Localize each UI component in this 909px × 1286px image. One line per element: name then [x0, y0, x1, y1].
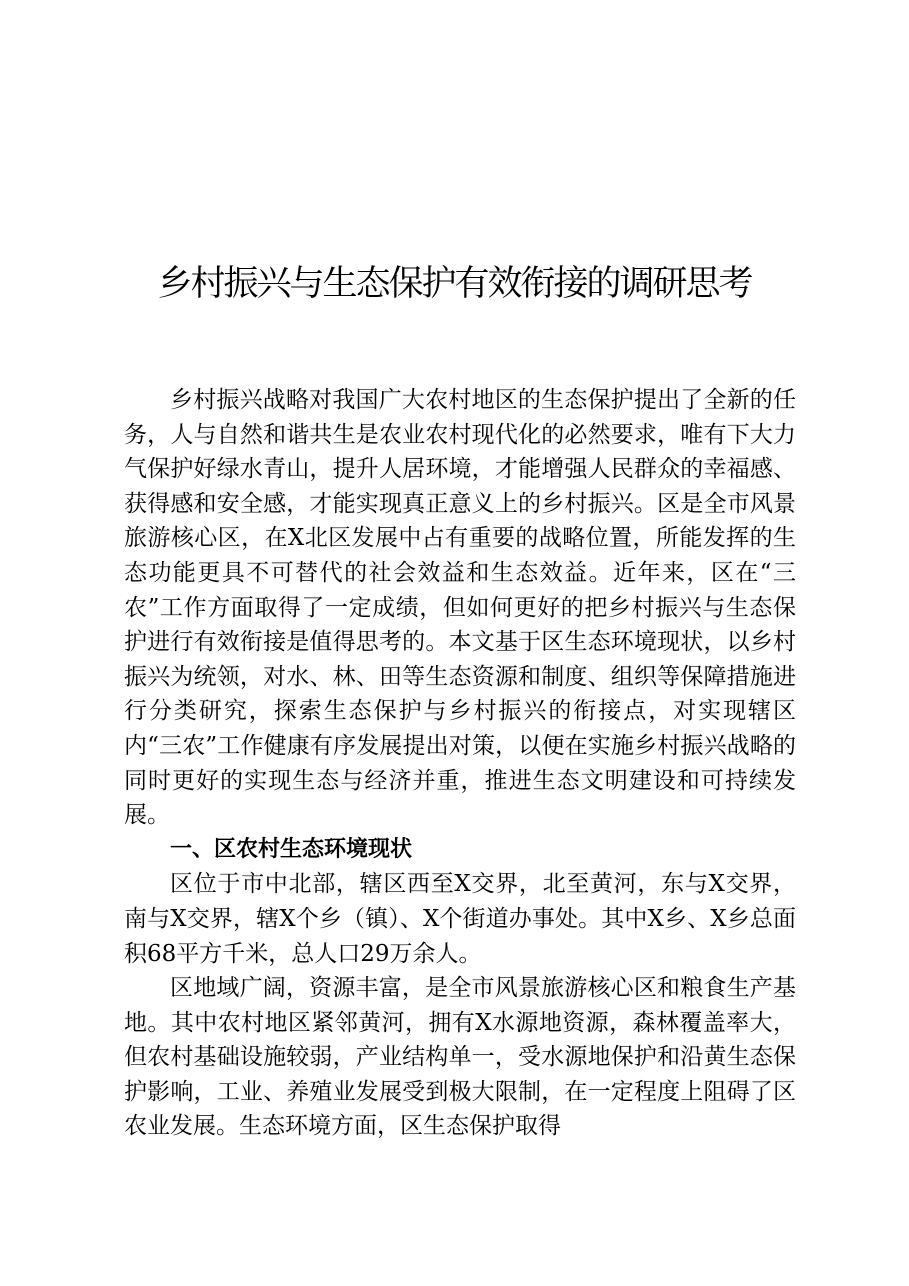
section-paragraph: 区位于市中北部，辖区西至X交界，北至黄河，东与X交界，南与X交界，辖X个乡（镇）、X个街道办事处。其中X乡、X乡总面积68平方千米，总人口29万余人。 — [124, 871, 796, 967]
section-paragraph: 区地域广阔，资源丰富，是全市风景旅游核心区和粮食生产基地。其中农村地区紧邻黄河，拥有X水源地资源，森林覆盖率大，但农村基础设施较弱，产业结构单一，受水源地保护和沿黄生态保护影响，工业、养殖业发展受到极大限制，在一定程度上阻碍了区农业发展。生态环境方面，区生态保护取得 — [124, 975, 796, 1140]
document-body — [124, 383, 796, 1144]
document-title: 乡村振兴与生态保护有效衔接的调研思考 — [157, 264, 752, 304]
section-heading: 一、区农村生态环境现状 — [170, 836, 413, 862]
intro-paragraph: 乡村振兴战略对我国广大农村地区的生态保护提出了全新的任务，人与自然和谐共生是农业农村现代化的必然要求，唯有下大力气保护好绿水青山，提升人居环境，才能增强人民群众的幸福感、获得感和安全感，才能实现真正意义上的乡村振兴。区是全市风景旅游核心区，在X北区发展中占有重要的战略位置，所能发挥的生态功能更具不可替代的社会效益和生态效益。近年来，区在“三农”工作方面取得了一定成绩，但如何更好的把乡村振兴与生态保护进行有效衔接是值得思考的。本文基于区生态环境现状，以乡村振兴为统领，对水、林、田等生态资源和制度、组织等保障措施进行分类研究，探索生态保护与乡村振兴的衔接点，对实现辖区内“三农”工作健康有序发展提出对策，以便在实施乡村振兴战略的同时更好的实现生态与经济并重，推进生态文明建设和可持续发展。 — [124, 387, 796, 829]
